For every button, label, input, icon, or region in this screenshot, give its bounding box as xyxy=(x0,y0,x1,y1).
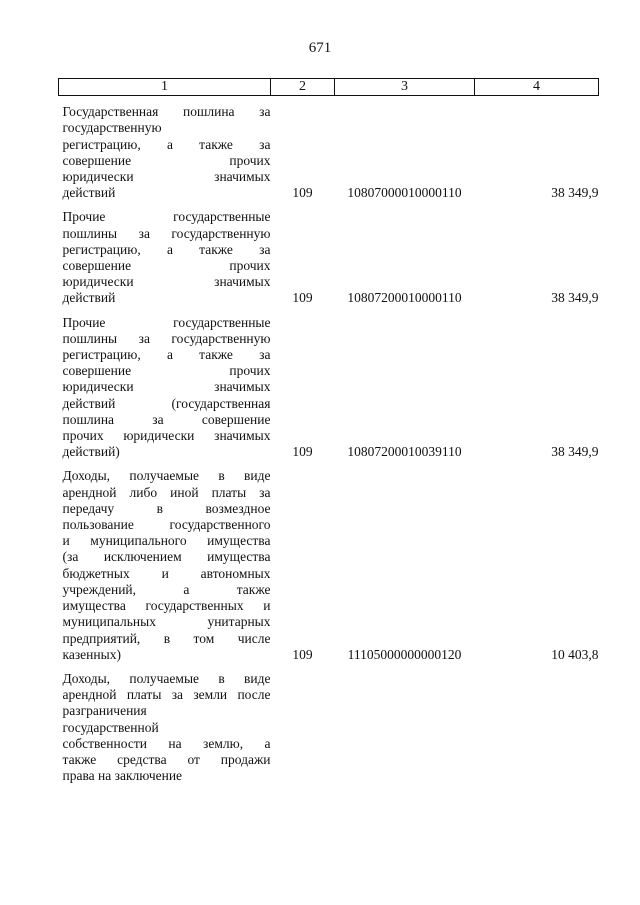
budget-classification-code xyxy=(335,663,475,784)
table-row xyxy=(59,307,599,461)
amount xyxy=(475,663,599,784)
revenue-name-line: Государственная пошлина за xyxy=(62,104,271,120)
budget-classification-code: 10807200010039110 xyxy=(347,444,462,460)
revenue-name-line: действий xyxy=(62,185,116,201)
revenue-name-line: регистрацию, а также за xyxy=(62,347,271,363)
budget-classification-code: 10807000010000110 xyxy=(347,185,462,201)
admin-code: 109 xyxy=(292,185,313,201)
header-col-3: 3 xyxy=(335,79,475,96)
revenue-name-line: Прочие государственные xyxy=(62,314,271,330)
revenue-name-line: юридически значимых xyxy=(62,379,271,395)
table-row xyxy=(59,96,599,202)
header-col-4: 4 xyxy=(475,79,599,96)
revenue-name-line: арендной либо иной платы за xyxy=(62,484,271,500)
amount: 38 349,9 xyxy=(551,185,599,201)
revenue-name-line: действий (государственная xyxy=(62,395,271,411)
revenue-name-line: предприятий, в том числе xyxy=(62,630,271,646)
revenue-name-line: регистрацию, а также за xyxy=(62,136,271,152)
admin-code: 109 xyxy=(292,444,313,460)
revenue-name-line: также средства от продажи xyxy=(62,751,271,767)
admin-code: 109 xyxy=(292,290,313,306)
revenue-name xyxy=(59,201,271,306)
table-header-row xyxy=(59,79,599,96)
revenue-name-line: пошлина за совершение xyxy=(62,411,271,427)
revenue-name-line: совершение прочих xyxy=(62,363,271,379)
revenue-name-line: передачу в возмездное xyxy=(62,500,271,516)
revenue-name-line: имущества государственных и xyxy=(62,598,271,614)
revenue-name xyxy=(59,460,271,662)
revenue-name-line: государственную xyxy=(62,120,162,136)
revenue-name-line: регистрацию, а также за xyxy=(62,241,271,257)
revenue-name-line: учреждений, а также xyxy=(62,581,271,597)
header-col-1: 1 xyxy=(59,79,271,96)
revenue-name-line: Доходы, получаемые в виде xyxy=(62,468,271,484)
amount: 10 403,8 xyxy=(551,646,599,662)
revenue-name-line: прочих юридически значимых xyxy=(62,428,271,444)
revenue-name-line: муниципальных унитарных xyxy=(62,614,271,630)
revenue-name-line: действий xyxy=(62,290,116,306)
table-row xyxy=(59,663,599,784)
revenue-name xyxy=(59,307,271,461)
revenue-name-line: права на заключение xyxy=(62,768,183,784)
page-number: 671 xyxy=(308,40,332,56)
revenue-name-line: юридически значимых xyxy=(62,169,271,185)
revenue-name xyxy=(59,663,271,784)
revenue-name-line: пошлины за государственную xyxy=(62,225,271,241)
budget-classification-code: 11105000000000120 xyxy=(347,646,462,662)
budget-classification-code: 10807200010000110 xyxy=(347,290,462,306)
revenue-name-line: совершение прочих xyxy=(62,258,271,274)
revenue-name-line: (за исключением имущества xyxy=(62,549,271,565)
revenue-name-line: пошлины за государственную xyxy=(62,330,271,346)
amount: 38 349,9 xyxy=(551,444,599,460)
revenue-table xyxy=(58,78,599,784)
revenue-name-line: разграничения xyxy=(62,703,147,719)
admin-code xyxy=(271,663,335,784)
table-body xyxy=(59,96,599,785)
revenue-name-line: бюджетных и автономных xyxy=(62,565,271,581)
revenue-name xyxy=(59,96,271,202)
revenue-name-line: Доходы, получаемые в виде xyxy=(62,670,271,686)
revenue-name-line: арендной платы за земли после xyxy=(62,687,271,703)
revenue-name-line: и муниципального имущества xyxy=(62,533,271,549)
admin-code: 109 xyxy=(292,646,313,662)
revenue-name-line: действий) xyxy=(62,444,120,460)
table-row xyxy=(59,460,599,662)
revenue-name-line: пользование государственного xyxy=(62,517,271,533)
revenue-name-line: казенных) xyxy=(62,646,121,662)
revenue-name-line: собственности на землю, а xyxy=(62,735,271,751)
table-row xyxy=(59,201,599,306)
revenue-name-line: Прочие государственные xyxy=(62,209,271,225)
amount: 38 349,9 xyxy=(551,290,599,306)
header-col-2: 2 xyxy=(271,79,335,96)
revenue-name-line: юридически значимых xyxy=(62,274,271,290)
revenue-name-line: государственной xyxy=(62,719,159,735)
revenue-name-line: совершение прочих xyxy=(62,152,271,168)
